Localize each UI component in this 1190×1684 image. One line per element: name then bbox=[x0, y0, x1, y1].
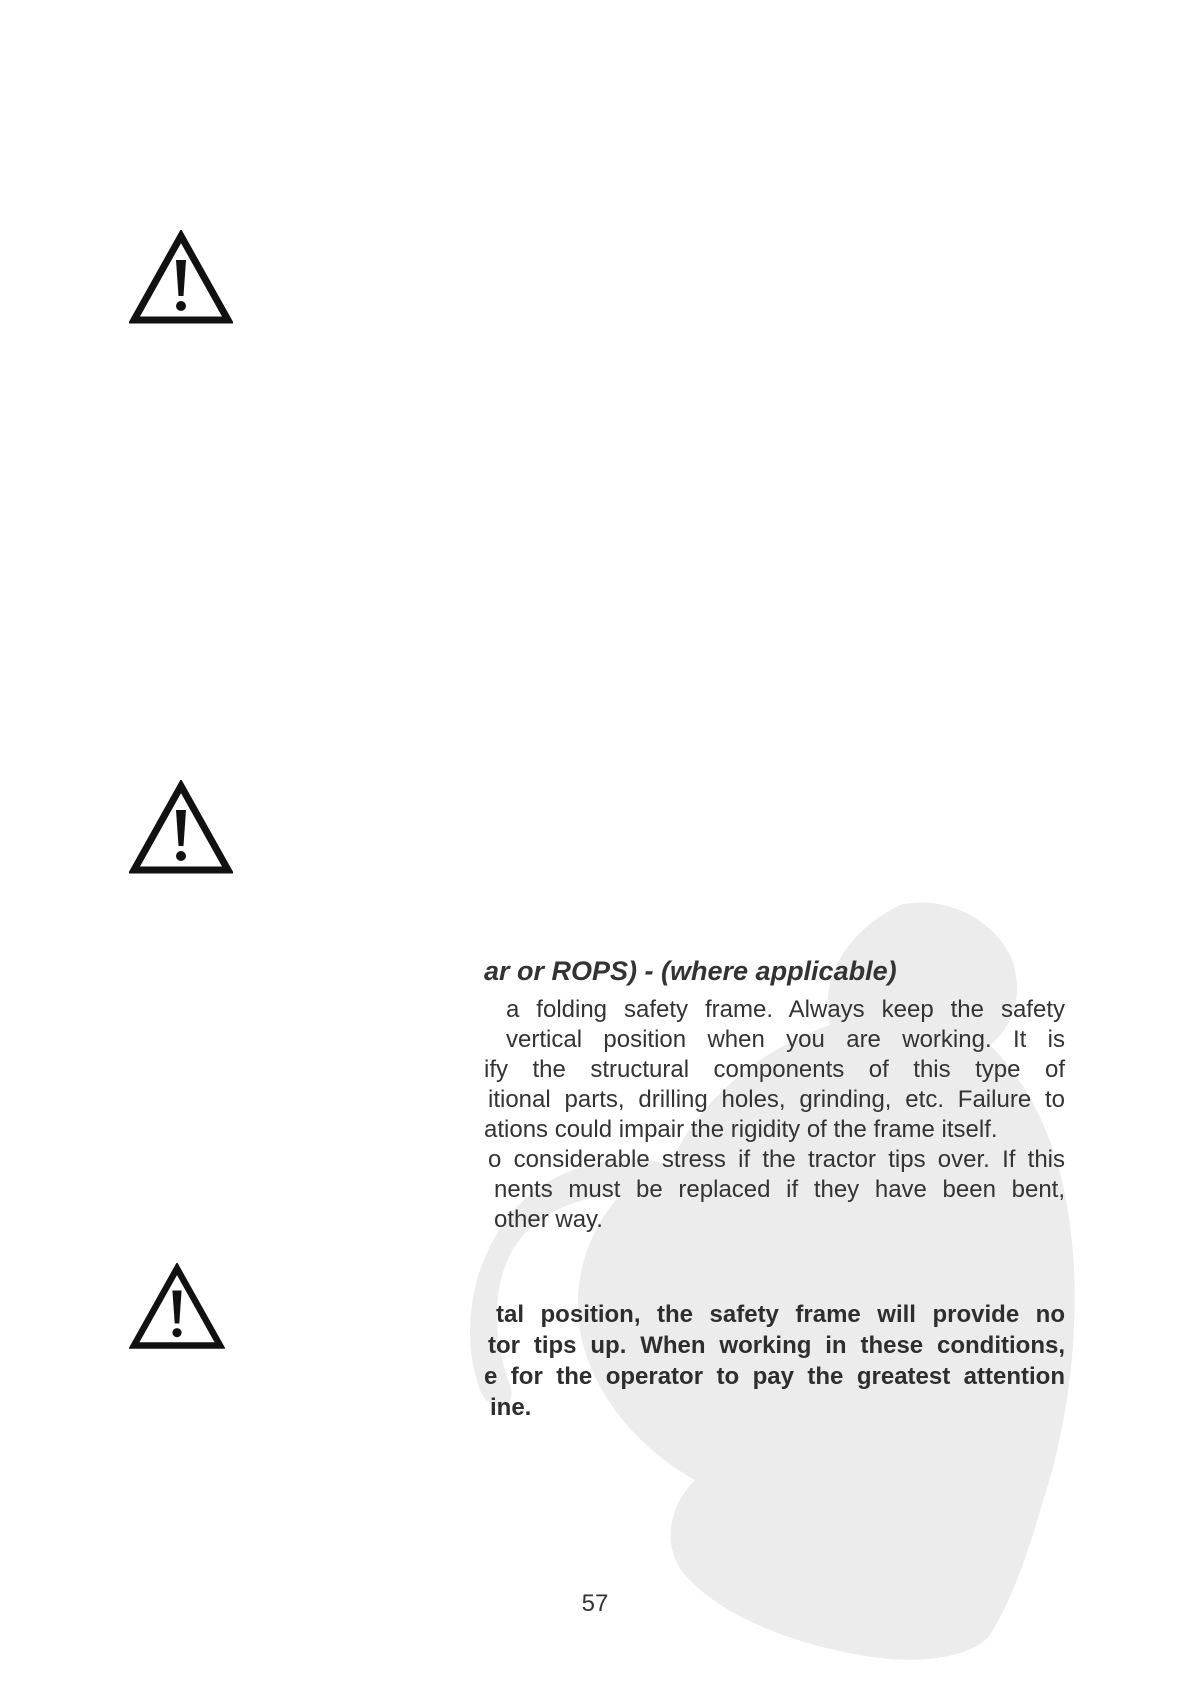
warning-paragraph bbox=[484, 1299, 1065, 1423]
page-number: 57 bbox=[581, 1590, 609, 1617]
body-line: a folding safety frame. Always keep the safety bbox=[506, 996, 1065, 1023]
body-line: other way. bbox=[494, 1206, 603, 1233]
body-line: ations could impair the rigidity of the frame itself. bbox=[484, 1116, 998, 1143]
body-line: vertical position when you are working. It is bbox=[506, 1026, 1065, 1053]
body-line: nents must be replaced if they have been bent, bbox=[494, 1176, 1065, 1203]
warning-triangle-icon bbox=[129, 230, 233, 326]
body-line: itional parts, drilling holes, grinding, etc. Failure to bbox=[488, 1086, 1065, 1113]
warning-line: tor tips up. When working in these conditions, bbox=[488, 1332, 1065, 1359]
warning-line: e for the operator to pay the greatest attention bbox=[484, 1363, 1065, 1390]
body-paragraph bbox=[484, 995, 1065, 1235]
body-line: o considerable stress if the tractor tips over. If this bbox=[488, 1146, 1065, 1173]
section-heading: ar or ROPS) - (where applicable) bbox=[484, 956, 897, 986]
warning-line: ine. bbox=[490, 1394, 532, 1421]
body-line: ify the structural components of this type of bbox=[484, 1056, 1065, 1083]
warning-line: tal position, the safety frame will provide no bbox=[496, 1301, 1065, 1328]
warning-triangle-icon bbox=[129, 780, 233, 876]
warning-triangle-icon bbox=[129, 1263, 225, 1351]
